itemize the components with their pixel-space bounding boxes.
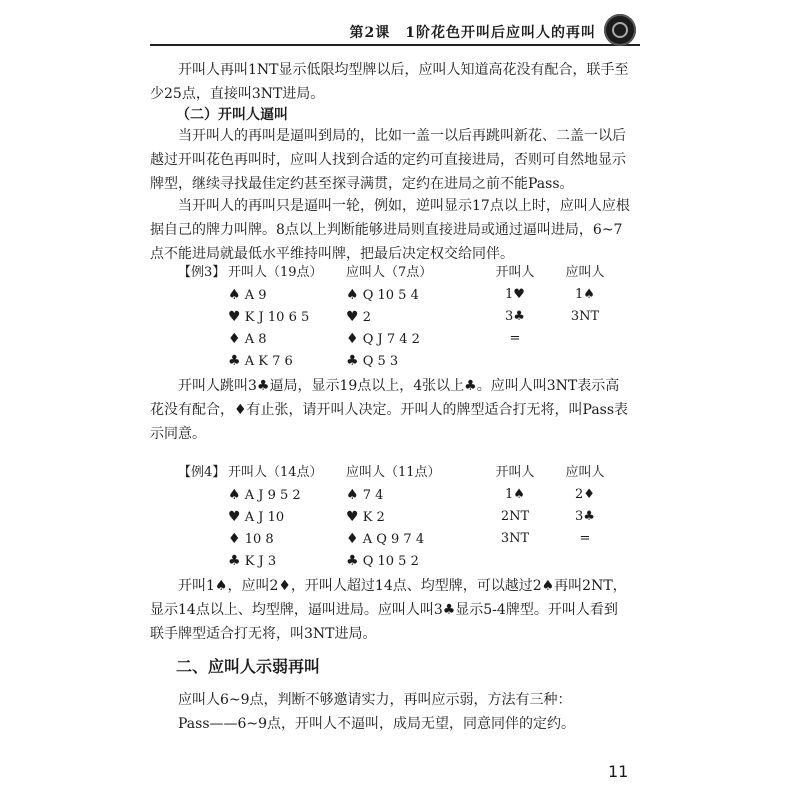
opener-cards: K J 3 (244, 554, 277, 569)
opener-cards: A 9 (244, 288, 267, 303)
opener-cards: K J 10 6 5 (244, 310, 310, 325)
paragraph-5: 开叫1♠，应叫2♦，开叫人超过14点、均型牌，可以越过2♠再叫2NT，显示14点以上、均型牌，逼叫进局。应叫人叫3♣显示5-4牌型。开叫人看到联手牌型适合打无将，叫3NT进局。 (150, 578, 627, 642)
diamond-icon: ♦ (346, 331, 359, 347)
opener-label: 开叫人（14点） (228, 465, 323, 480)
heart-icon: ♥ (228, 309, 241, 325)
paragraph-6: 应叫人6~9点，判断不够邀请实力，再叫应示弱，方法有三种： (178, 692, 572, 708)
club-icon: ♣ (228, 353, 241, 369)
responder-cards: K 2 (362, 510, 385, 525)
bid-opener: 1♥ (505, 287, 525, 302)
responder-cards: 2 (362, 310, 371, 325)
header-title: 第2课 1阶花色开叫后应叫人的再叫 (349, 25, 596, 41)
responder-cards: Q J 7 4 2 (362, 332, 420, 347)
heart-icon: ♥ (228, 509, 241, 525)
opener-label: 开叫人（19点） (228, 265, 323, 280)
opener-cards: A K 7 6 (244, 354, 293, 369)
logo-icon (604, 14, 636, 46)
responder-label: 应叫人（7点） (346, 265, 433, 280)
paragraph-2: 当开叫人的再叫是逼叫到局的，比如一盖一以后再跳叫新花、二盖一以后越过开叫花色再叫时，应叫人找到合适的定约可直接进局，否则可自然地显示牌型，继续寻找最佳定约甚至探寻满贯，定约在进局之前不能Pass。 (150, 128, 626, 192)
bid-responder: 3NT (570, 309, 600, 324)
section-heading: 二、应叫人示弱再叫 (176, 657, 321, 676)
bid-responder: = (579, 531, 591, 546)
heart-icon: ♥ (346, 309, 359, 325)
bid-responder: 1♠ (575, 287, 595, 302)
opener-cards: A 8 (244, 332, 267, 347)
paragraph-1: 开叫人再叫1NT显示低限均型牌以后，应叫人知道高花没有配合，联手至少25点，直接叫3NT进局。 (150, 62, 629, 102)
club-icon: ♣ (346, 353, 359, 369)
bid-opener: = (509, 331, 521, 346)
spade-icon: ♠ (346, 287, 359, 303)
bid-opener: 3NT (500, 531, 530, 546)
running-header (150, 14, 640, 46)
bid-opener: 1♠ (505, 487, 525, 502)
example-label: 【例3】 (178, 265, 226, 280)
bid-responder: 3♣ (575, 509, 595, 524)
responder-cards: 7 4 (362, 488, 384, 503)
paragraph-3: 当开叫人的再叫只是逼叫一轮，例如，逆叫显示17点以上时，应叫人应根据自己的牌力叫牌。8点以上判断能够进局则直接进局或通过逼叫进局，6~7点不能进局就最低水平维持叫牌，把最后决定权交给同伴。 (150, 198, 630, 262)
responder-cards: Q 10 5 2 (362, 554, 419, 569)
bid-opener: 2NT (500, 509, 530, 524)
paragraph-7: Pass——6~9点，开叫人不逼叫，成局无望，同意同伴的定约。 (178, 716, 576, 732)
bid-header-responder: 应叫人 (565, 265, 605, 280)
page-number: 11 (608, 762, 629, 781)
heart-icon: ♥ (346, 509, 359, 525)
responder-cards: A Q 9 7 4 (362, 532, 425, 547)
spade-icon: ♠ (228, 487, 241, 503)
opener-cards: 10 8 (244, 532, 274, 547)
example-label: 【例4】 (178, 465, 226, 480)
club-icon: ♣ (346, 553, 359, 569)
diamond-icon: ♦ (346, 531, 359, 547)
bid-opener: 3♣ (505, 309, 525, 324)
bid-header-opener: 开叫人 (495, 265, 535, 280)
bid-header-opener: 开叫人 (495, 465, 535, 480)
opener-cards: A J 10 (244, 510, 285, 525)
bid-responder: 2♦ (575, 487, 595, 502)
paragraph-4: 开叫人跳叫3♣逼局，显示19点以上，4张以上♣。应叫人叫3NT表示高花没有配合，♦有止张，请开叫人决定。开叫人的牌型适合打无将，叫Pass表示同意。 (150, 378, 629, 442)
club-icon: ♣ (228, 553, 241, 569)
responder-label: 应叫人（11点） (346, 465, 441, 480)
spade-icon: ♠ (228, 287, 241, 303)
diamond-icon: ♦ (228, 331, 241, 347)
diamond-icon: ♦ (228, 531, 241, 547)
bid-header-responder: 应叫人 (565, 465, 605, 480)
opener-cards: A J 9 5 2 (244, 488, 301, 503)
responder-cards: Q 10 5 4 (362, 288, 419, 303)
subheading-opener-force: （二）开叫人逼叫 (176, 107, 288, 123)
spade-icon: ♠ (346, 487, 359, 503)
responder-cards: Q 5 3 (362, 354, 399, 369)
